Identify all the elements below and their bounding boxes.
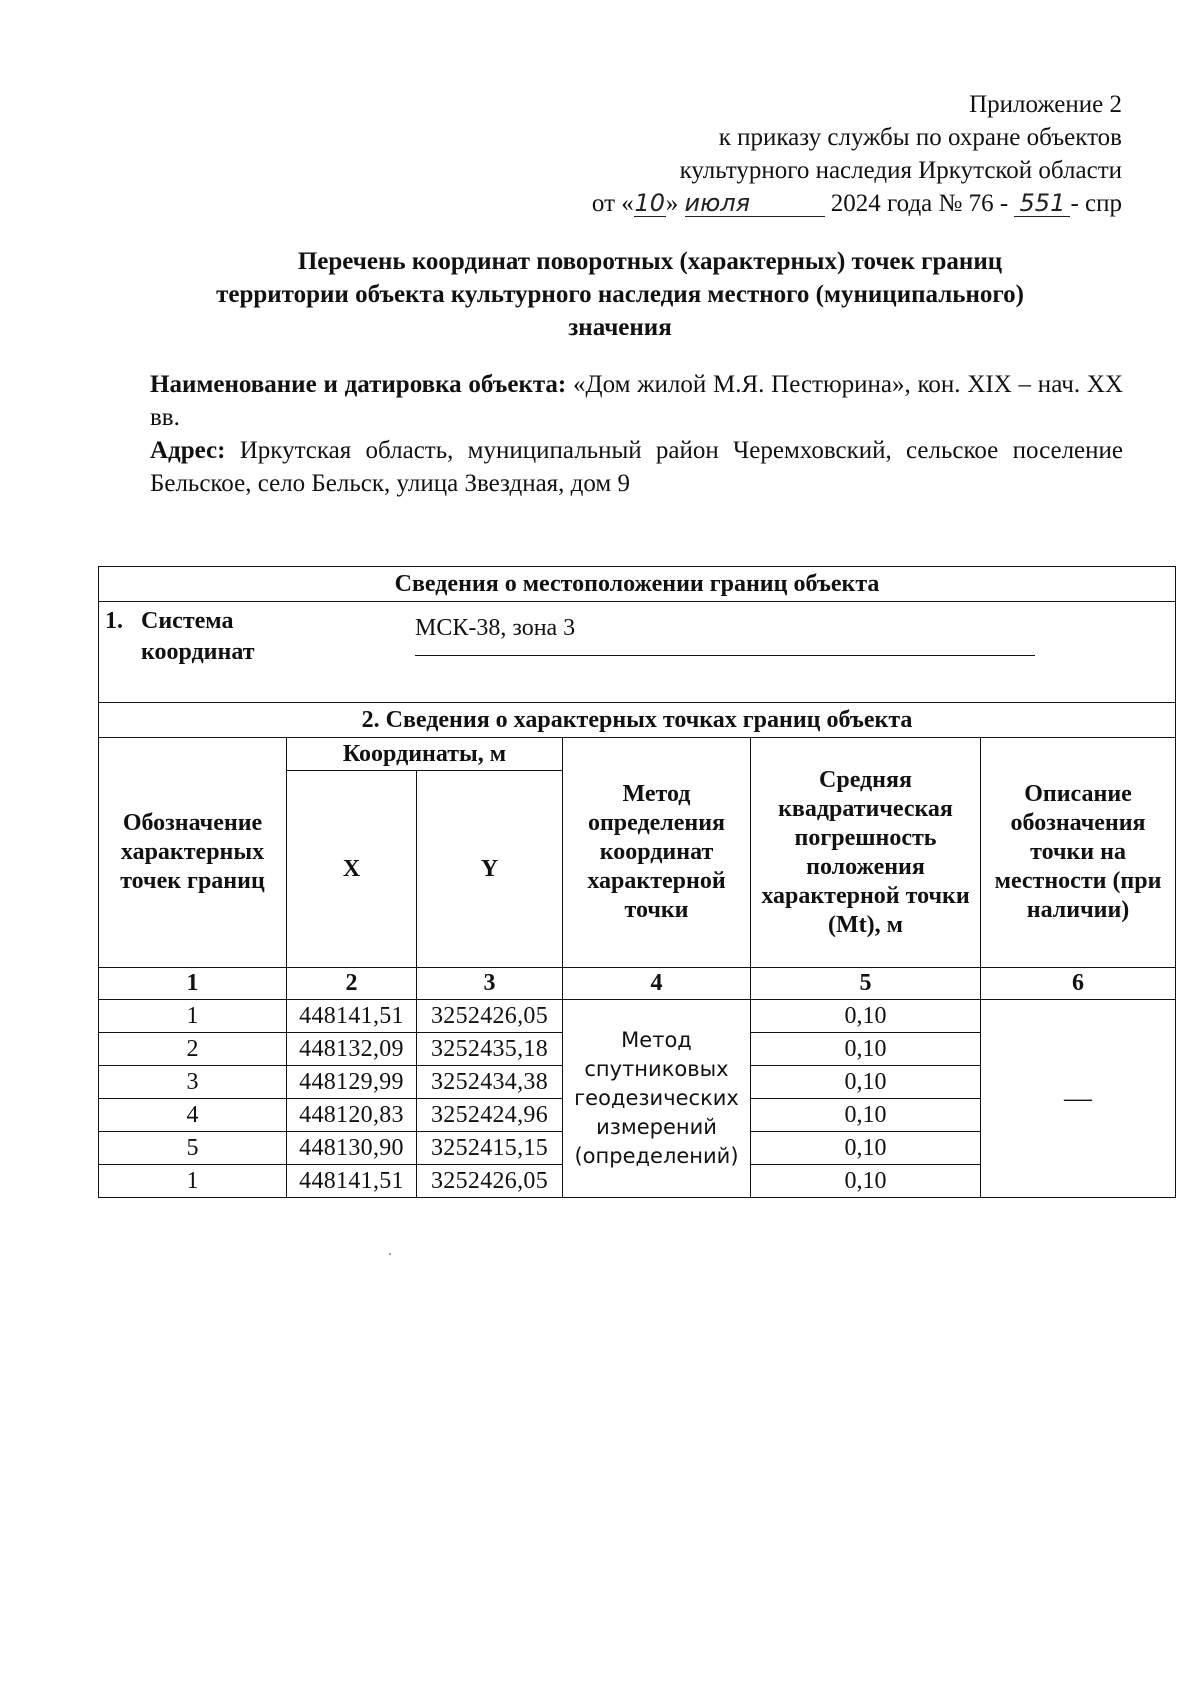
column-number-3: 3	[417, 968, 563, 1000]
coordinate-system-value: МСК-38, зона 3	[415, 612, 1035, 656]
date-year: 2024 года № 76 -	[830, 190, 1009, 217]
point-y: 3252426,05	[417, 1165, 563, 1198]
title-line-2: территории объекта культурного наследия местного (муниципального)	[216, 281, 1024, 308]
object-name-value: «Дом жилой М.Я. Пестюрина», кон. XIX – нач. XX вв.	[150, 371, 1123, 431]
point-y: 3252424,96	[417, 1099, 563, 1132]
coordinates-table	[98, 566, 1176, 1198]
column-number-2: 2	[287, 968, 417, 1000]
point-x: 448132,09	[287, 1033, 417, 1066]
point-x: 448120,83	[287, 1099, 417, 1132]
point-id: 2	[99, 1033, 287, 1066]
coordinate-system-number: 1.	[105, 608, 123, 634]
appendix-authority: культурного наследия Иркутской области	[679, 157, 1122, 184]
date-quote-close: »	[665, 190, 679, 217]
header-error: Средняя квадратическая погрешность положения характерной точки (Mt), м	[751, 738, 981, 968]
point-id: 1	[99, 1000, 287, 1033]
coordinate-system-label-line2: координат	[141, 639, 255, 665]
scan-speck	[389, 1253, 391, 1255]
point-x: 448141,51	[287, 1165, 417, 1198]
section-2-title: 2. Сведения о характерных точках границ объекта	[99, 703, 1176, 738]
column-number-6: 6	[981, 968, 1176, 1000]
point-y: 3252426,05	[417, 1000, 563, 1033]
method-cell: Метод спутниковых геодезических измерений (определений)	[563, 1000, 751, 1198]
date-prefix: от «	[591, 190, 634, 217]
object-address-value: Иркутская область, муниципальный район Черемховский, сельское поселение Бельское, село Бельск, улица Звездная, дом 9	[150, 437, 1123, 497]
object-name-paragraph	[150, 368, 1123, 434]
appendix-order-ref: к приказу службы по охране объектов	[718, 124, 1122, 151]
point-mt: 0,10	[751, 1000, 981, 1033]
point-mt: 0,10	[751, 1132, 981, 1165]
title-line-3: значения	[568, 314, 672, 341]
point-x: 448129,99	[287, 1066, 417, 1099]
point-id: 4	[99, 1099, 287, 1132]
header-designation: Обозначение характерных точек границ	[99, 738, 287, 968]
header-description: Описание обозначения точки на местности (при наличии)	[981, 738, 1176, 968]
object-info	[150, 368, 1123, 500]
handwritten-month: июля	[685, 190, 825, 217]
point-x: 448141,51	[287, 1000, 417, 1033]
handwritten-order-number: 551	[1014, 190, 1070, 217]
appendix-header	[502, 88, 1122, 220]
order-suffix: - спр	[1070, 190, 1122, 217]
document-title	[150, 245, 1090, 344]
point-x: 448130,90	[287, 1132, 417, 1165]
header-coordinates: Координаты, м	[287, 738, 563, 771]
appendix-date-line	[502, 187, 1122, 220]
coordinate-system-label-line1: Система	[141, 608, 234, 634]
point-y: 3252434,38	[417, 1066, 563, 1099]
handwritten-day: 10	[634, 189, 666, 217]
header-y: Y	[417, 771, 563, 968]
object-address-label: Адрес:	[150, 437, 226, 464]
point-y: 3252415,15	[417, 1132, 563, 1165]
header-method: Метод определения координат характерной точки	[563, 738, 751, 968]
object-address-paragraph	[150, 434, 1123, 500]
point-id: 5	[99, 1132, 287, 1165]
header-x: X	[287, 771, 417, 968]
table-row	[99, 1000, 1176, 1033]
title-line-1: Перечень координат поворотных (характерных) точек границ	[297, 248, 1003, 275]
point-id: 1	[99, 1165, 287, 1198]
point-mt: 0,10	[751, 1033, 981, 1066]
object-name-label: Наименование и датировка объекта:	[150, 371, 567, 398]
column-number-5: 5	[751, 968, 981, 1000]
appendix-title: Приложение 2	[969, 91, 1122, 118]
section-1-title: Сведения о местоположении границ объекта	[99, 567, 1176, 602]
point-y: 3252435,18	[417, 1033, 563, 1066]
coordinate-system-row	[99, 602, 1176, 703]
column-number-4: 4	[563, 968, 751, 1000]
column-number-1: 1	[99, 968, 287, 1000]
description-cell: —	[981, 1000, 1176, 1198]
point-id: 3	[99, 1066, 287, 1099]
point-mt: 0,10	[751, 1066, 981, 1099]
point-mt: 0,10	[751, 1099, 981, 1132]
point-mt: 0,10	[751, 1165, 981, 1198]
coordinate-system-label	[105, 606, 255, 668]
